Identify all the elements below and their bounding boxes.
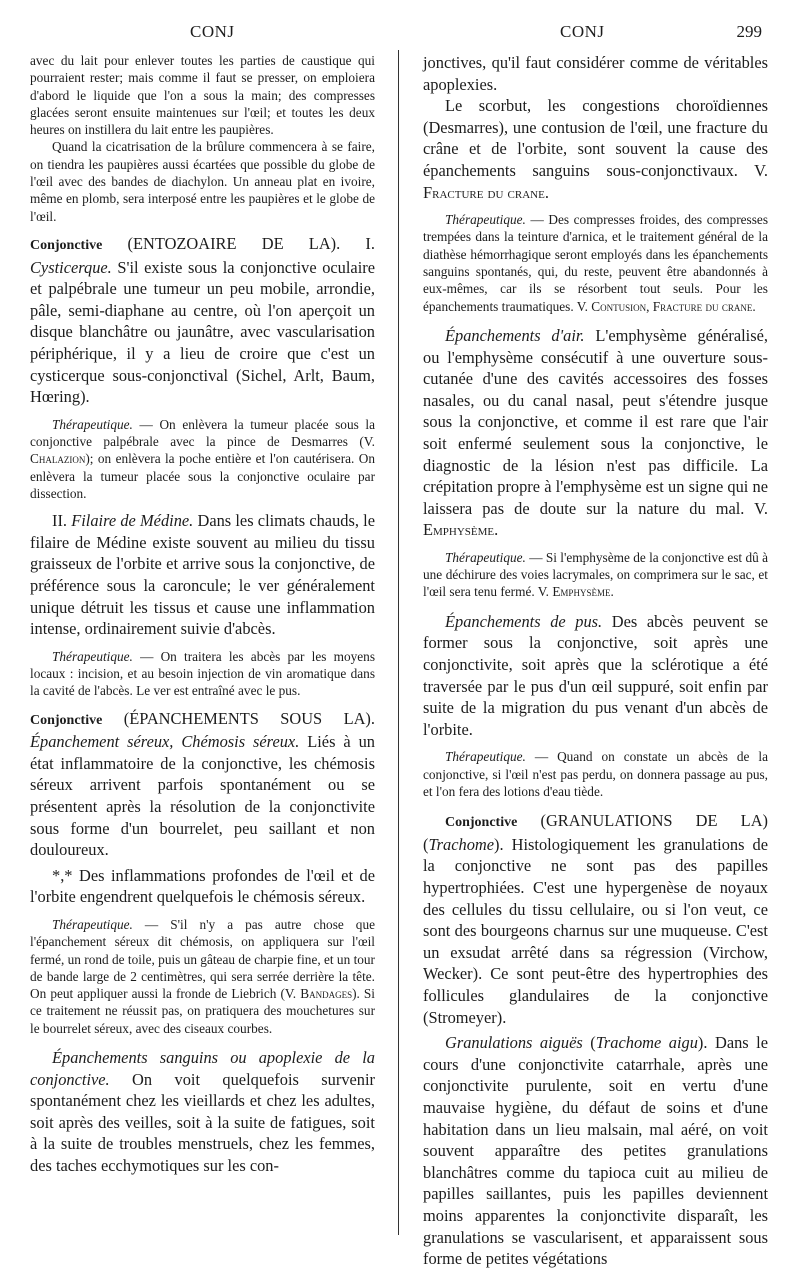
entry-term: Conjonctive	[445, 815, 518, 831]
paragraph-scorbut: Le scorbut, les congestions choroïdiennes (Desmarres), une contusion de l'œil, une fracture du crâne et de l'orbite, sont souvent la cause des épanchements sanguins sous-conjonctivaux. V. Fracture du crane.	[423, 96, 768, 202]
paragraph-therapeutique-cysticerque: Thérapeutique. — On enlèvera la tumeur placée sous la conjonctive palpébrale avec la pince de Desmarres (V. Chalazion); on enlèvera la poche entière et l'on cautérisera. On enlèvera la tumeur placée sous la conjonctive oculaire par dissection.	[30, 416, 375, 501]
entry-epanchements: Conjonctive (ÉPANCHEMENTS SOUS LA). Épanchement séreux, Chémosis séreux. Liés à un état inflammatoire de la conjonctive, les chémosis séreux arrivent parfois spontanément ou se présentent après la résolution de la conjonctivite sous forme d'un bourrelet, peu saillant et non douloureux.	[30, 708, 375, 860]
entry-granulations: Conjonctive (GRANULATIONS DE LA) (Trachome). Histologiquement les granulations de la conjonctive ne sont pas des papilles hypertrophiées. C'est une hypergenèse de noyaux des cellules du tissu cellulaire, ou si l'on veut, ce sont des bourgeons charnus sur une muqueuse. C'est un exsudat arrêté dans sa régression (Virchow, Wecker). Ce sont peut-être des hypertrophies des follicules glandulaires de la conjonctive (Stromeyer).	[423, 811, 768, 1027]
paragraph-therapeutique-air: Thérapeutique. — Si l'emphysème de la conjonctive est dû à une déchirure des voies lacrymales, on comprimera sur le sac, et l'œil sera tenu fermé. V. Emphysème.	[423, 549, 768, 600]
right-column	[423, 52, 768, 1270]
paragraph-filaire: II. Filaire de Médine. Dans les climats chauds, le filaire de Médine existe souvent au milieu du tissu graisseux de l'orbite et arrive sous la conjonctive, de préférence sous la caroncule; le ver généralement unique détruit les tissus et cause une inflammation intense, ordinairement suivie d'abcès.	[30, 511, 375, 639]
column-divider	[398, 50, 399, 1235]
paragraph-epanchements-pus: Épanchements de pus. Des abcès peuvent se former sous la conjonctive, soit après une conjonctivite, soit après que la sclérotique a été traversée par le pus d'un œil suppuré, soit enfin par suite de la migration du pus venant d'un abcès de l'orbite.	[423, 611, 768, 739]
entry-term: Conjonctive	[30, 712, 103, 728]
paragraph-granulations-aigues: Granulations aiguës (Trachome aigu). Dans le cours d'une conjonctivite catarrhale, après une conjonctivite purulente, soit en vertu d'une mauvaise hygiène, du défaut de soins et d'une habitation dans un lieu malsain, mal aéré, on voit souvent apparaître des petites granulations blanchâtres comme du tapioca cuit au milieu de papilles saillantes, puis les papilles deviennent moins apparentes la conjonctivite disparaît, les granulations se vascularisent, et apparaissent sous forme de petites végétations	[423, 1033, 768, 1269]
paragraph-epanchements-sanguins: Épanchements sanguins ou apoplexie de la conjonctive. On voit quelquefois survenir spontanément chez les vieillards et chez les adultes, soit après des veilles, soit à la suite de fatigues, soit à la suite de troubles menstruels, chez les femmes, des taches ecchymotiques sur les con-	[30, 1048, 375, 1176]
paragraph-therapeutique-filaire: Thérapeutique. — On traitera les abcès par les moyens locaux : incision, et au besoin injection de vin aromatique dans la cavité de l'abcès. Le ver est entraîné avec le pus.	[30, 648, 375, 699]
entry-term: Conjonctive	[30, 237, 103, 253]
paragraph-epanchements-air: Épanchements d'air. L'emphysème généralisé, ou l'emphysème consécutif à une ouverture sous-cutanée d'une des cavités accessoires des fosses nasales, ou du canal nasal, peut s'étendre jusque sous la conjonctive, et comme il est rare que l'air soit enfermé seulement sous la conjonctive, le diagnostic de la lésion n'est pas difficile. La crépitation propre à l'emphysème est un signe qui ne laissera pas de doute sur la nature du mal. V. Emphysème.	[423, 325, 768, 540]
right-running-head: CONJ	[560, 22, 605, 41]
paragraph-inflammations: *,* Des inflammations profondes de l'œil et de l'orbite engendrent quelquefois le chémosis séreux.	[30, 865, 375, 907]
paragraph-apoplexies: jonctives, qu'il faut considérer comme de véritables apoplexies.	[423, 53, 768, 94]
paragraph-cicatrisation: Quand la cicatrisation de la brûlure commencera à se faire, on tiendra les paupières aussi écartées que possible du globe de l'œil avec des bandes de diachylon. Un anneau plat en ivoire, même en plomb, sera interposé entre les paupières et le globe de l'œil.	[30, 139, 375, 224]
paragraph-therapeutique-pus: Thérapeutique. — Quand on constate un abcès de la conjonctive, si l'œil n'est pas perdu, on donnera passage au pus, et l'on fera des lotions d'eau tiède.	[423, 749, 768, 799]
left-running-head: CONJ	[190, 22, 235, 41]
paragraph-caustic-treatment: avec du lait pour enlever toutes les parties de caustique qui pourraient rester; mais comme il faut se presser, on emploiera d'abord le liquide que l'on a sous la main; des compresses glacées seront ensuite maintenues sur l'œil; et toutes les deux heures on instillera du lait entre les paupières.	[30, 53, 375, 138]
page-number: 299	[736, 22, 762, 41]
paragraph-therapeutique-sanguins: Thérapeutique. — Des compresses froides, des compresses trempées dans la teinture d'arnica, et le traitement général de la diathèse hémorrhagique seront employés dans les épanchements sanguins spontanés, qui, du reste, peuvent être abandonnés à eux-mêmes, car ils se résorbent tout seuls. Pour les épanchements traumatiques. V. Contusion, Fracture du crane.	[423, 212, 768, 314]
entry-entozoaire: Conjonctive (ENTOZOAIRE DE LA). I. Cysticerque. S'il existe sous la conjonctive oculaire et palpébrale une tumeur un peu mobile, arrondie, pâle, semi-diaphane au centre, où l'on aperçoit un disque blanchâtre ou jaunâtre, avec vascularisation périphérique, il y a lieu de croire que c'est un cysticerque sous-conjonctival (Sichel, Arlt, Baum, Hœring).	[30, 233, 375, 407]
running-header	[0, 22, 800, 48]
left-column	[30, 52, 375, 1177]
paragraph-therapeutique-chemosis: Thérapeutique. — S'il n'y a pas autre chose que l'épanchement séreux dit chémosis, on appliquera sur l'œil fermé, un rond de toile, puis un gâteau de charpie fine, et un tour de bande large de 2 centimètres, qui sera serrée derrière la tête. On peut appliquer aussi la fronde de Liebrich (V. Bandages). Si ce traitement ne réussit pas, on pratiquera des mouchetures sur le bourrelet séreux, avec des ciseaux courbes.	[30, 917, 375, 1036]
